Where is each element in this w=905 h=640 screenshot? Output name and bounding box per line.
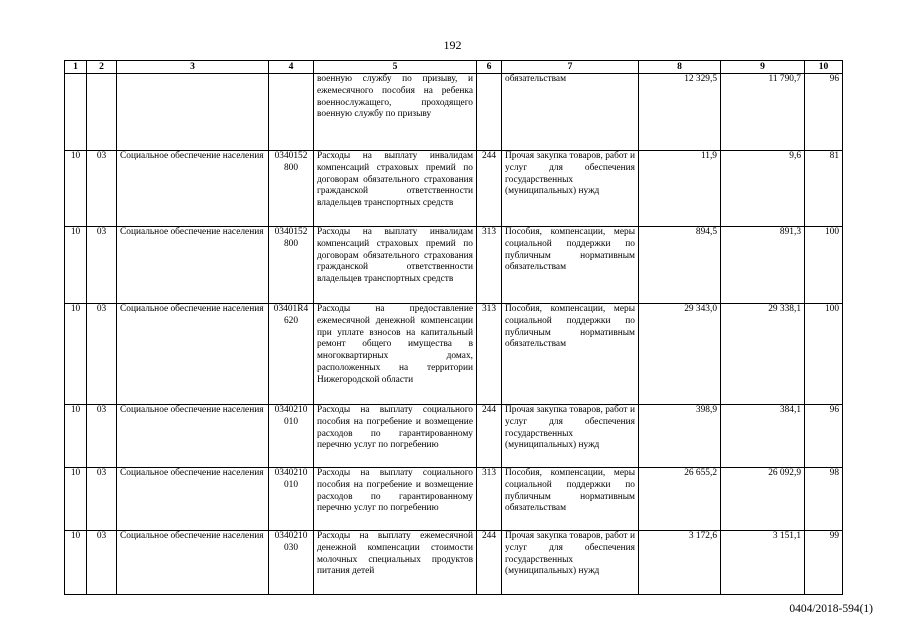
cell-section-name: Социальное обеспечение населения — [117, 227, 269, 304]
table-row — [65, 405, 843, 468]
cell-target-code: 0340152 800 — [269, 227, 314, 304]
header-col-3: 3 — [117, 61, 269, 74]
cell-section-name — [117, 74, 269, 151]
cell-expense-type-code: 244 — [477, 405, 502, 468]
header-col-8: 8 — [639, 61, 721, 74]
header-col-2: 2 — [87, 61, 117, 74]
cell-planned-amount: 894,5 — [639, 227, 721, 304]
cell-planned-amount: 3 172,6 — [639, 531, 721, 595]
table-header-row — [65, 61, 843, 74]
cell-target-code: 0340152 800 — [269, 151, 314, 227]
cell-expense-type-code: 313 — [477, 468, 502, 531]
cell-expense-type-name: Пособия, компенсации, меры социальной поддержки по публичным нормативным обязательствам — [502, 304, 639, 405]
header-col-1: 1 — [65, 61, 87, 74]
cell-expense-name: Расходы на выплату ежемесячной денежной компенсации стоимости молочных специальных продуктов питания детей — [314, 531, 477, 595]
cell-section: 10 — [65, 531, 87, 595]
cell-section: 10 — [65, 151, 87, 227]
table-row — [65, 74, 843, 151]
cell-target-code: 0340210 010 — [269, 468, 314, 531]
cell-planned-amount: 12 329,5 — [639, 74, 721, 151]
cell-planned-amount: 11,9 — [639, 151, 721, 227]
cell-section: 10 — [65, 304, 87, 405]
table-row — [65, 304, 843, 405]
cell-expense-type-code — [477, 74, 502, 151]
cell-expense-type-name: Пособия, компенсации, меры социальной поддержки по публичным нормативным обязательствам — [502, 468, 639, 531]
cell-expense-type-name: Прочая закупка товаров, работ и услуг для обеспечения государственных (муниципальных) нужд — [502, 151, 639, 227]
cell-section-name: Социальное обеспечение населения — [117, 468, 269, 531]
header-col-5: 5 — [314, 61, 477, 74]
budget-table — [64, 60, 843, 595]
cell-target-code: 03401R4 620 — [269, 304, 314, 405]
cell-actual-amount: 29 338,1 — [721, 304, 805, 405]
cell-actual-amount: 891,3 — [721, 227, 805, 304]
cell-expense-name: Расходы на выплату инвалидам компенсаций страховых премий по договорам обязательного страхования гражданской ответственности владельцев транспортных средств — [314, 151, 477, 227]
cell-expense-type-code: 313 — [477, 304, 502, 405]
header-col-9: 9 — [721, 61, 805, 74]
cell-subsection — [87, 74, 117, 151]
cell-percent: 96 — [805, 405, 843, 468]
cell-section — [65, 74, 87, 151]
cell-section-name: Социальное обеспечение населения — [117, 531, 269, 595]
cell-expense-type-code: 244 — [477, 531, 502, 595]
cell-target-code: 0340210 030 — [269, 531, 314, 595]
cell-expense-name: Расходы на предоставление ежемесячной денежной компенсации при уплате взносов на капитальный ремонт общего имущества в многоквартирных домах, расположенных на территории Нижегородской области — [314, 304, 477, 405]
cell-section: 10 — [65, 227, 87, 304]
cell-section: 10 — [65, 405, 87, 468]
cell-expense-type-name: Прочая закупка товаров, работ и услуг для обеспечения государственных (муниципальных) нужд — [502, 531, 639, 595]
cell-section-name: Социальное обеспечение населения — [117, 304, 269, 405]
cell-actual-amount: 384,1 — [721, 405, 805, 468]
cell-percent: 81 — [805, 151, 843, 227]
table-row — [65, 531, 843, 595]
cell-percent: 100 — [805, 227, 843, 304]
cell-expense-type-name: Пособия, компенсации, меры социальной поддержки по публичным нормативным обязательствам — [502, 227, 639, 304]
cell-planned-amount: 29 343,0 — [639, 304, 721, 405]
header-col-10: 10 — [805, 61, 843, 74]
cell-actual-amount: 9,6 — [721, 151, 805, 227]
cell-expense-name: Расходы на выплату социального пособия на погребение и возмещение расходов по гарантированному перечню услуг по погребению — [314, 468, 477, 531]
table-row — [65, 151, 843, 227]
cell-subsection: 03 — [87, 531, 117, 595]
cell-planned-amount: 398,9 — [639, 405, 721, 468]
cell-expense-type-name: обязательствам — [502, 74, 639, 151]
cell-expense-type-code: 244 — [477, 151, 502, 227]
table-body — [65, 74, 843, 595]
cell-subsection: 03 — [87, 151, 117, 227]
page-number: 192 — [443, 38, 462, 52]
cell-planned-amount: 26 655,2 — [639, 468, 721, 531]
document-code: 0404/2018-594(1) — [789, 603, 873, 615]
cell-actual-amount: 3 151,1 — [721, 531, 805, 595]
cell-expense-type-code: 313 — [477, 227, 502, 304]
table-row — [65, 227, 843, 304]
cell-section: 10 — [65, 468, 87, 531]
cell-actual-amount: 11 790,7 — [721, 74, 805, 151]
header-col-7: 7 — [502, 61, 639, 74]
cell-expense-name: военную службу по призыву, и ежемесячного пособия на ребенка военнослужащего, проходящего военную службу по призыву — [314, 74, 477, 151]
cell-subsection: 03 — [87, 468, 117, 531]
header-col-6: 6 — [477, 61, 502, 74]
cell-percent: 99 — [805, 531, 843, 595]
cell-target-code — [269, 74, 314, 151]
cell-expense-type-name: Прочая закупка товаров, работ и услуг для обеспечения государственных (муниципальных) нужд — [502, 405, 639, 468]
table-row — [65, 468, 843, 531]
header-col-4: 4 — [269, 61, 314, 74]
cell-subsection: 03 — [87, 227, 117, 304]
cell-expense-name: Расходы на выплату инвалидам компенсаций страховых премий по договорам обязательного страхования гражданской ответственности владельцев транспортных средств — [314, 227, 477, 304]
cell-subsection: 03 — [87, 405, 117, 468]
cell-section-name: Социальное обеспечение населения — [117, 405, 269, 468]
cell-percent: 100 — [805, 304, 843, 405]
cell-expense-name: Расходы на выплату социального пособия на погребение и возмещение расходов по гарантированному перечню услуг по погребению — [314, 405, 477, 468]
cell-percent: 98 — [805, 468, 843, 531]
cell-actual-amount: 26 092,9 — [721, 468, 805, 531]
cell-subsection: 03 — [87, 304, 117, 405]
cell-section-name: Социальное обеспечение населения — [117, 151, 269, 227]
cell-percent: 96 — [805, 74, 843, 151]
cell-target-code: 0340210 010 — [269, 405, 314, 468]
